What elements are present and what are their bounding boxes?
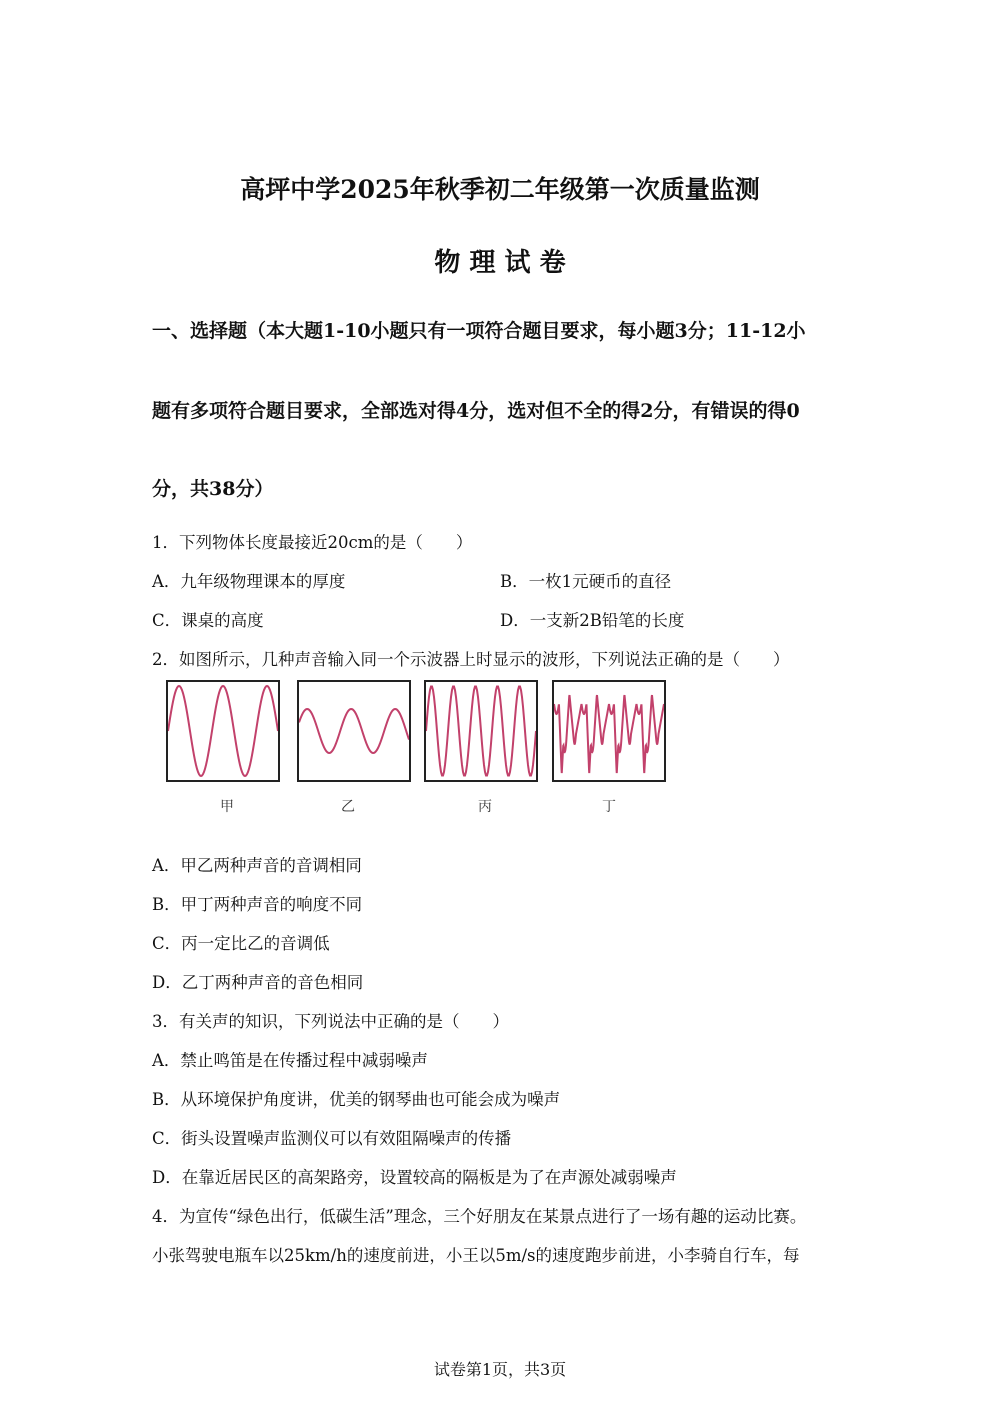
q2-option-c: C．丙一定比乙的音调低 <box>152 934 330 953</box>
waveform-label-yi: 乙 <box>341 799 355 815</box>
exam-subtitle: 物 理 试 卷 <box>434 248 566 278</box>
q2-option-b: B．甲丁两种声音的响度不同 <box>152 895 363 914</box>
q3-option-c: C．街头设置噪声监测仪可以有效阻隔噪声的传播 <box>152 1129 512 1148</box>
page-footer: 试卷第1页，共3页 <box>433 1360 567 1379</box>
section-heading-line-3: 分，共38分） <box>152 478 274 500</box>
waveform-ding <box>552 680 666 782</box>
exam-title: 高坪中学2025年秋季初二年级第一次质量监测 <box>240 175 760 204</box>
waveform-trace <box>299 709 409 753</box>
section-heading-line-1: 一、选择题（本大题1-10小题只有一项符合题目要求，每小题3分；11-12小 <box>152 320 806 342</box>
q1-option-b: B．一枚1元硬币的直径 <box>500 572 672 591</box>
q4-stem-line-2: 小张驾驶电瓶车以25km/h的速度前进，小王以5m/s的速度跑步前进，小李骑自行车，每 <box>152 1246 800 1265</box>
waveform-bing-graph <box>426 682 536 780</box>
q3-option-b: B．从环境保护角度讲，优美的钢琴曲也可能会成为噪声 <box>152 1090 561 1109</box>
waveform-yi-graph <box>299 682 409 780</box>
waveform-label-jia: 甲 <box>220 799 234 815</box>
waveform-jia-graph <box>168 682 278 780</box>
q2-option-a: A．甲乙两种声音的音调相同 <box>152 856 362 875</box>
q1-option-a: A．九年级物理课本的厚度 <box>152 572 346 591</box>
q3-option-d: D．在靠近居民区的高架路旁，设置较高的隔板是为了在声源处减弱噪声 <box>152 1168 677 1187</box>
waveform-ding-graph <box>554 682 664 780</box>
waveform-trace <box>426 686 536 775</box>
q1-option-d: D．一支新2B铅笔的长度 <box>500 611 685 630</box>
waveform-trace <box>168 686 278 776</box>
q1-option-c: C．课桌的高度 <box>152 611 264 630</box>
q4-stem-line-1: 4．为宣传“绿色出行，低碳生活”理念，三个好朋友在某景点进行了一场有趣的运动比赛。 <box>152 1207 807 1226</box>
waveform-bing <box>424 680 538 782</box>
q2-option-d: D．乙丁两种声音的音色相同 <box>152 973 364 992</box>
waveform-trace <box>554 695 664 773</box>
waveform-label-bing: 丙 <box>478 799 492 815</box>
q2-stem: 2．如图所示，几种声音输入同一个示波器上时显示的波形，下列说法正确的是（ ） <box>152 650 790 669</box>
q1-stem: 1．下列物体长度最接近20cm的是（ ） <box>152 533 473 552</box>
q3-option-a: A．禁止鸣笛是在传播过程中减弱噪声 <box>152 1051 428 1070</box>
q3-stem: 3．有关声的知识，下列说法中正确的是（ ） <box>152 1012 509 1031</box>
waveform-yi <box>297 680 411 782</box>
waveform-label-ding: 丁 <box>602 799 616 815</box>
section-heading-line-2: 题有多项符合题目要求，全部选对得4分，选对但不全的得2分，有错误的得0 <box>152 400 800 422</box>
waveform-jia <box>166 680 280 782</box>
waveform-figure <box>166 680 676 820</box>
